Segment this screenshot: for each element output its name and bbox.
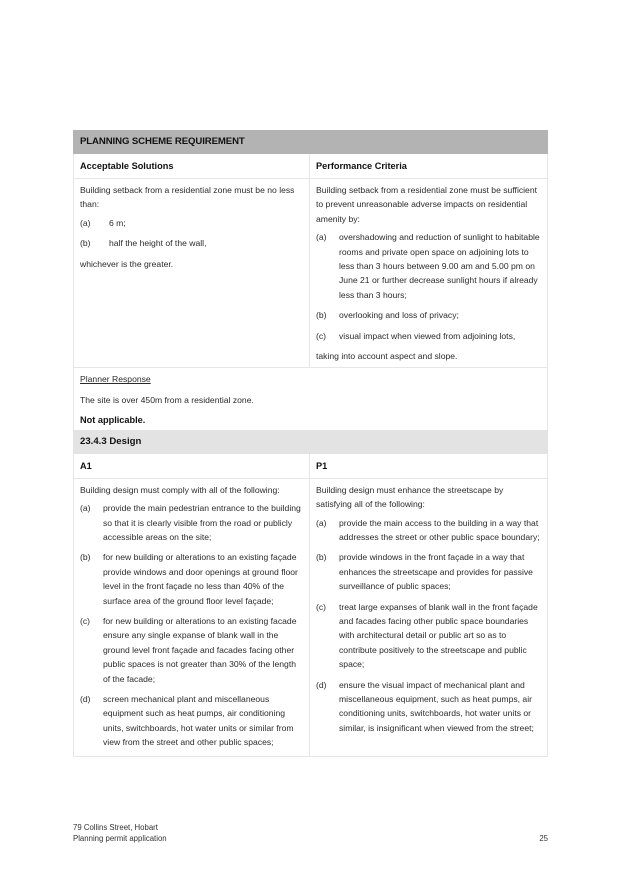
item-text: 6 m;: [109, 217, 126, 228]
item-label: (b): [316, 310, 327, 321]
performance-criteria-title: Performance Criteria: [310, 154, 547, 179]
item-label: (b): [80, 238, 91, 249]
item-text: ensure the visual impact of mechanical plant and miscellaneous equipment, such as heat pumps, air conditioning units, switchboards, hot water units or similar, is insignificant when viewed from the street;: [339, 679, 534, 733]
design-a1-title: A1: [74, 454, 309, 479]
item-label: (c): [316, 330, 327, 341]
item-label: (c): [80, 615, 91, 626]
item-text: provide the main pedestrian entrance to the building so that it is clearly visible from the road or publicly accessible areas on the site;: [103, 503, 301, 542]
item-text: visual impact when viewed from adjoining lots,: [339, 330, 516, 341]
design-right-intro: Building design must enhance the streetscape by satisfying all of the following:: [316, 484, 504, 510]
item-label: (b): [316, 552, 327, 563]
list-item: [316, 600, 541, 672]
item-label: (a): [80, 217, 91, 228]
setback-left-outro: whichever is the greater.: [80, 258, 174, 269]
item-label: (d): [316, 679, 327, 690]
setback-section: [73, 154, 548, 368]
design-p1-column: [310, 454, 547, 756]
list-item: [316, 678, 541, 736]
list-item: [316, 329, 541, 343]
list-item: [80, 501, 303, 544]
page-number: 25: [539, 834, 548, 843]
setback-right-outro: taking into account aspect and slope.: [316, 351, 458, 362]
planner-response-text: The site is over 450m from a residential zone.: [80, 394, 254, 405]
list-item: [316, 308, 541, 322]
item-text: half the height of the wall,: [109, 238, 207, 249]
item-text: for new building or alterations to an existing facade ensure any single expanse of blank wall in the ground level front façade and facades facing other public spaces is not greater than 30% of the length of the facade;: [103, 615, 297, 684]
design-p1-title: P1: [310, 454, 547, 479]
item-label: (b): [80, 552, 91, 563]
item-label: (d): [80, 693, 91, 704]
list-item: [80, 550, 303, 608]
item-label: (c): [316, 601, 327, 612]
list-item: [80, 236, 303, 250]
item-text: screen mechanical plant and miscellaneous equipment such as heat pumps, air conditioning units, switchboards, hot water units or similar from view from the street and other public spaces;: [103, 693, 294, 748]
acceptable-solutions-column: [74, 154, 310, 367]
list-item: [316, 550, 541, 593]
footer-document-title: Planning permit application: [73, 834, 167, 843]
setback-left-intro: Building setback from a residential zone must be no less than:: [80, 185, 295, 210]
item-text: treat large expanses of blank wall in the front façade and facades facing other public space boundaries with architectural detail or public art so as to contribute positively to the streetscape and public space;: [339, 601, 538, 670]
list-item: [316, 230, 541, 302]
item-text: provide the main access to the building in a way that addresses the street or other public space boundary;: [339, 517, 540, 542]
table-header: PLANNING SCHEME REQUIREMENT: [73, 130, 548, 154]
list-item: [316, 516, 541, 545]
item-label: (a): [316, 232, 327, 243]
list-item: [80, 216, 303, 230]
item-label: (a): [80, 503, 91, 514]
item-text: overshadowing and reduction of sunlight to habitable rooms and private open space on adjoining lots to less than 3 hours between 9.00 am and 5.00 pm on June 21 or further decrease sunlight hours if already less than 3 hours;: [339, 232, 540, 300]
design-left-intro: Building design must comply with all of the following:: [80, 484, 280, 495]
planner-response-heading: Planner Response: [80, 374, 151, 385]
planner-response-result: Not applicable.: [80, 415, 146, 426]
setback-right-intro: Building setback from a residential zone must be sufficient to prevent unreasonable adverse impacts on residential amenity by:: [316, 185, 538, 224]
planner-response: [73, 368, 548, 429]
performance-criteria-column: [310, 154, 547, 367]
planning-table: [73, 130, 548, 757]
page-footer: [73, 822, 548, 844]
design-a1-column: [74, 454, 310, 756]
item-text: overlooking and loss of privacy;: [339, 310, 459, 321]
list-item: [80, 614, 303, 686]
item-text: provide windows in the front façade in a way that enhances the streetscape and provides for passive surveillance of public spaces;: [339, 552, 533, 592]
design-section: [73, 454, 548, 757]
list-item: [80, 692, 303, 750]
item-label: (a): [316, 517, 327, 528]
acceptable-solutions-title: Acceptable Solutions: [74, 154, 309, 179]
footer-address: 79 Collins Street, Hobart: [73, 823, 158, 832]
design-section-title: 23.4.3 Design: [73, 430, 548, 454]
item-text: for new building or alterations to an existing façade provide windows and door openings at ground floor level in the front façade no less than 40% of the surface area of the ground floor level façade;: [103, 552, 298, 606]
